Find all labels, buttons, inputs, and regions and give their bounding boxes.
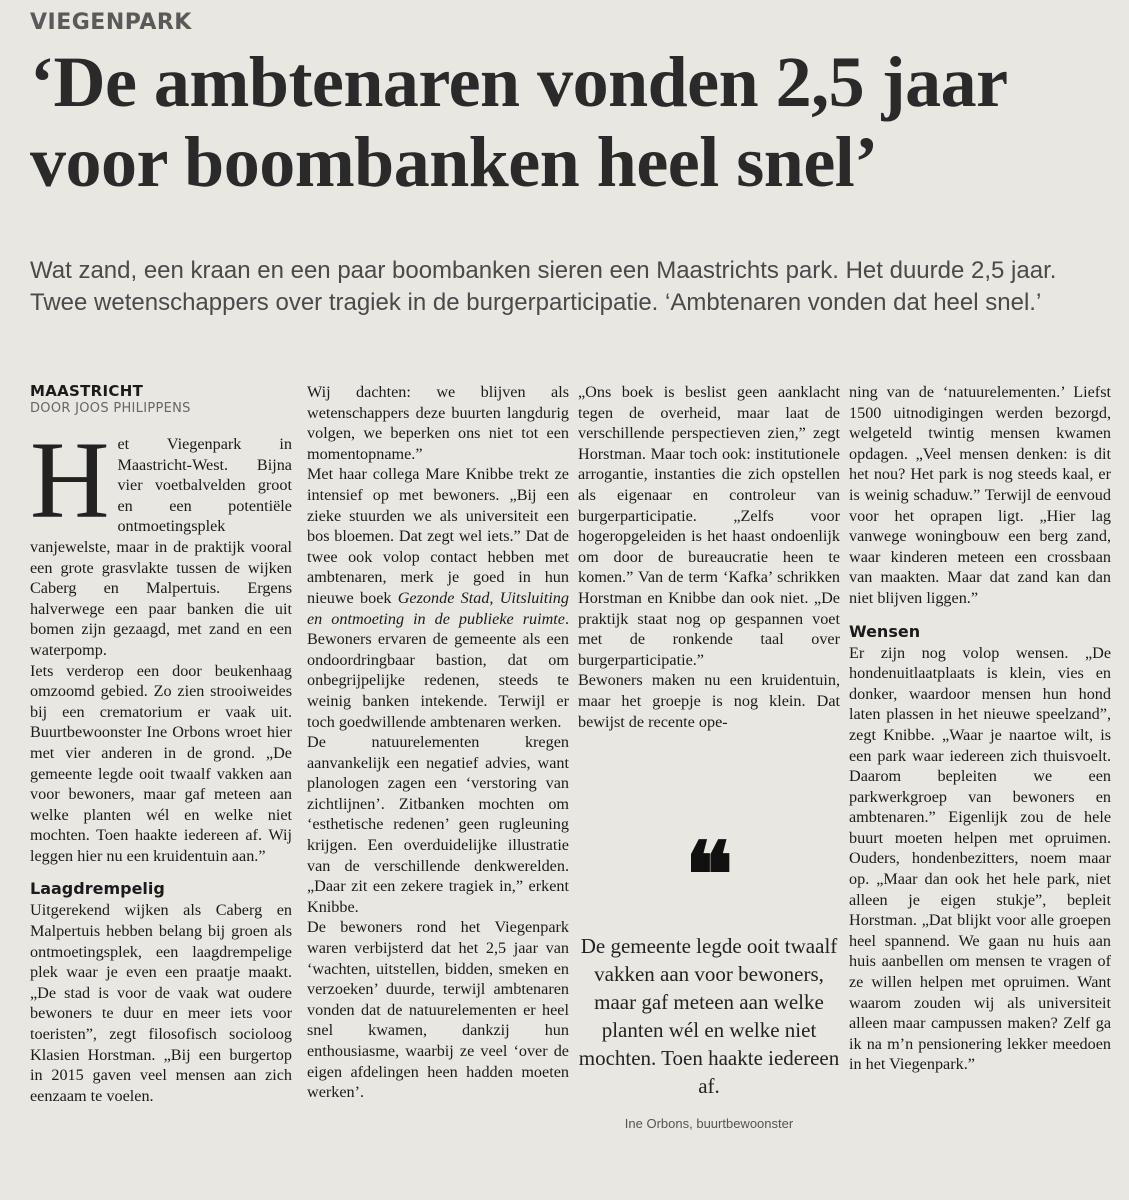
pull-quote-attribution: Ine Orbons, buurtbewoonster — [624, 1116, 794, 1131]
subheading: Wensen — [849, 621, 921, 641]
paragraph: Bewoners maken nu een kruidentuin, maar het groepje is nog klein. Dat bewijst de recente ope- — [578, 671, 840, 731]
text-run: . Bewoners ervaren de gemeente als een ondoordringbaar bastion, dat om onbegrijpelijke redenen, steeds te weinig banken intekende. Terwijl er toch goedwillende ambtenaren werken. — [307, 609, 569, 731]
paragraph: ning van de ‘natuurelementen.’ Liefst 1500 uitnodigingen werden bezorgd, welgeteld twintig mensen kwamen opdagen. „Veel mensen denken: is dit het nou? Het park is nog steeds kaal, er is weinig schaduw.” Terwijl de eenvoud voor het oprapen ligt. „Hier lag vanwege woningbouw een berg zand, waar kinderen meteen een crossbaan van maakten. Maar dat zand kan dan niet blijven liggen.” — [849, 383, 1111, 607]
book-title: Gezonde Stad, Uitsluiting en ontmoeting in de publieke ruimte — [307, 588, 569, 628]
dateline: MAASTRICHT — [30, 382, 144, 400]
paragraph: Iets verderop een door beukenhaag omzoomd gebied. Zo zien strooiweides bij een crematorium er vaak uit. Buurtbewoonster Ine Orbons wroet hier met vier anderen in de grond. „De gemeente legde ooit twaalf vakken aan voor bewoners, maar gaf meteen aan welke planten wél en welke niet mochten. Toen haakte iedereen af. Wij leggen hier nu een kruidentuin aan.” — [30, 661, 292, 865]
paragraph: Wij dachten: we blijven als wetenschappers deze buurten langdurig volgen, we beperken ons niet tot een momentopname.” — [307, 383, 569, 463]
paragraph: et Viegenpark in Maastricht-West. Bijna vier voetbalvelden groot en een potentiële ontmoetingsplek vanjewelste, maar in de praktijk vooral een grote grasvlakte tussen de wijken Caberg en Malpertuis. Ergens halverwege een paar banken die uit bomen zijn gezaagd, met zand en een waterpomp. — [30, 435, 292, 659]
article-column-2 — [307, 382, 569, 1103]
pull-quote — [578, 822, 840, 1131]
paragraph: Er zijn nog volop wensen. „De hondenuitlaatplaats is klein, vies en donker, waardoor mensen hun hond laten plassen in het nieuwe speelzand”, zegt Knibbe. „Waar je naartoe wilt, is een park waar iedereen zich thuisvoelt. Daarom bepleiten we een parkwerkgroep van bewoners en ambtenaren.” Eigenlijk zou de hele buurt moeten helpen met opruimen. Ouders, hondenbezitters, noem maar op. „Maar dan ook het hele park, niet alleen je eigen stukje”, bepleit Horstman. „Dat blijkt voor alle groepen heel spannend. We gaan nu huis aan huis aanbellen om mensen te vragen of ze willen helpen met opruimen. Want waarom zouden wij als universiteit alleen maar campussen maken? Zelf ga ik na m’n pensionering lekker meedoen in het Viegenpark.” — [849, 643, 1111, 1074]
headline: ‘De ambtenaren vonden 2,5 jaar voor boombanken heel snel’ — [30, 42, 1007, 202]
byline: DOOR JOOS PHILIPPENS — [30, 401, 191, 416]
paragraph: „Ons boek is beslist geen aanklacht tegen de overheid, maar laat de verschillende perspectieven zien,” zegt Horstman. Maar toch ook: institutionele arrogantie, instanties die zich opstellen als eigenaar en controleur van burgerparticipatie. „Zelfs voor hogeropgeleiden is het haast ondoenlijk om door de bureaucratie heen te komen.” Van de term ‘Kafka’ schrikken Horstman en Knibbe dan ook niet. „De praktijk staat nog op gespannen voet met de ronkende taal over burgerparticipatie.” — [578, 383, 840, 669]
paragraph: Uitgerekend wijken als Caberg en Malpertuis hebben belang bij groen als ontmoetingsplek, een laagdrempelige plek waar je even een praatje maakt. „De stad is voor de vaak wat oudere bewoners te duur en meer iets voor toeristen”, zegt filosofisch socioloog Klasien Horstman. „Bij een burgertop in 2015 gaven veel mensen aan zich eenzaam te voelen. — [30, 901, 292, 1105]
article-column-3 — [578, 382, 840, 732]
subheading: Laagdrempelig — [30, 879, 165, 899]
intro-lead: Wat zand, een kraan en een paar boombanken sieren een Maastrichts park. Het duurde 2,5 jaar. Twee wetenschappers over tragiek in de burgerparticipatie. ‘Ambtenaren vonden dat heel snel.’ — [30, 257, 1057, 316]
section-kicker: VIEGENPARK — [30, 10, 192, 35]
article-column-1 — [30, 382, 292, 1106]
paragraph — [307, 464, 569, 732]
article-column-4 — [849, 382, 1111, 1075]
drop-cap: H — [30, 419, 110, 541]
pull-quote-text: De gemeente legde ooit twaalf vakken aan voor bewoners, maar gaf meteen aan welke planten wél en welke niet mochten. Toen haakte iedereen af. — [578, 934, 840, 1098]
paragraph: De bewoners rond het Viegenpark waren verbijsterd dat het 2,5 jaar van ‘wachten, uitstellen, bidden, smeken en verzoeken’ duurde, terwijl ambtenaren vonden dat de natuurelementen er heel snel kwamen, dankzij hun enthousiasme, waarbij ze veel ‘over de eigen afdelingen heen hadden moeten werken’. — [307, 918, 569, 1102]
text-run: Met haar collega Mare Knibbe trekt ze intensief op met bewoners. „Bij een zieke stuurden we als universiteit een bos bloemen. Dat zegt wel iets.” Dat de twee ook volop contact hebben met ambtenaren, merk je goed in hun nieuwe boek — [307, 465, 569, 607]
paragraph: De natuurelementen kregen aanvankelijk een negatief advies, want planologen zagen een ‘verstoring van zichtlijnen’. Zitbanken mochten om ‘esthetische redenen’ geen rugleuning krijgen. Een overduidelijke illustratie van de verschillende denkwerelden. „Daar zit een zekere tragiek in,” erkent Knibbe. — [307, 733, 569, 916]
quote-mark-icon: ❝ — [684, 822, 734, 928]
